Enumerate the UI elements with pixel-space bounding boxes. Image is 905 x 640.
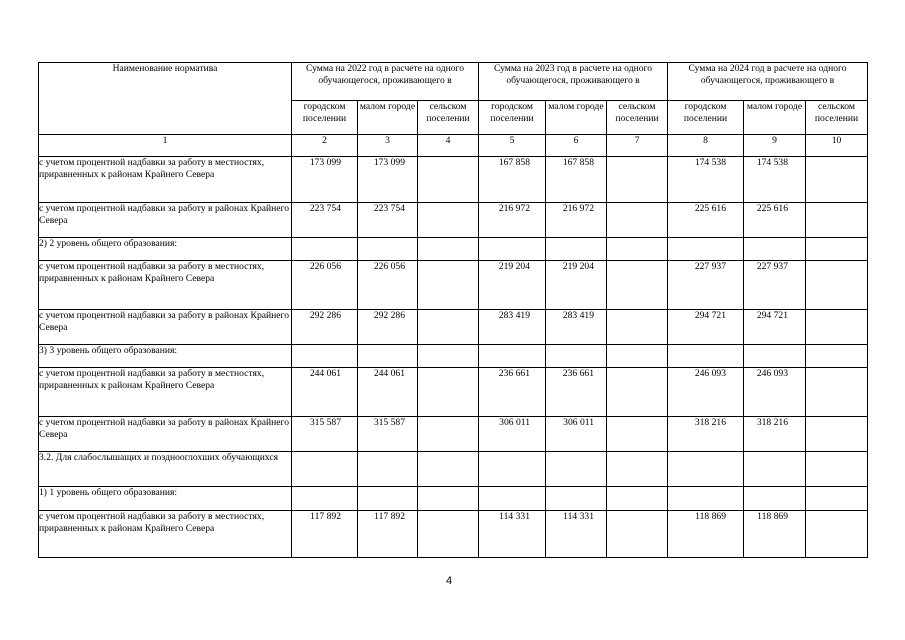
table-row xyxy=(39,511,868,558)
value-cell xyxy=(806,157,868,203)
value-cell xyxy=(806,368,868,417)
value-cell: 318 216 xyxy=(668,417,744,452)
value-cell: 173 099 xyxy=(358,157,418,203)
value-cell xyxy=(668,238,744,261)
value-cell xyxy=(292,452,358,487)
table-row xyxy=(39,368,868,417)
value-cell xyxy=(607,157,668,203)
section-row xyxy=(39,345,868,368)
value-cell: 173 099 xyxy=(292,157,358,203)
value-cell xyxy=(806,452,868,487)
value-cell xyxy=(358,238,418,261)
value-cell xyxy=(546,487,607,511)
value-cell: 167 858 xyxy=(546,157,607,203)
value-cell xyxy=(418,203,479,238)
value-cell: 174 538 xyxy=(744,157,806,203)
value-cell xyxy=(744,345,806,368)
value-cell xyxy=(607,310,668,345)
value-cell xyxy=(358,452,418,487)
value-cell: 223 754 xyxy=(358,203,418,238)
value-cell xyxy=(607,345,668,368)
value-cell: 294 721 xyxy=(668,310,744,345)
value-cell: 114 331 xyxy=(546,511,607,558)
column-number: 10 xyxy=(806,135,868,157)
header-small-town: малом городе xyxy=(546,101,607,135)
section-row xyxy=(39,487,868,511)
value-cell: 219 204 xyxy=(479,261,546,310)
value-cell: 225 616 xyxy=(668,203,744,238)
value-cell xyxy=(806,345,868,368)
value-cell: 246 093 xyxy=(668,368,744,417)
row-label: с учетом процентной надбавки за работу в местностях, приравненных к районам Крайнего Севера xyxy=(39,157,292,203)
table-row xyxy=(39,261,868,310)
value-cell: 283 419 xyxy=(479,310,546,345)
value-cell xyxy=(418,368,479,417)
value-cell: 118 869 xyxy=(744,511,806,558)
header-row-years xyxy=(39,63,868,101)
row-label: с учетом процентной надбавки за работу в местностях, приравненных к районам Крайнего Севера xyxy=(39,368,292,417)
value-cell: 118 869 xyxy=(668,511,744,558)
header-urban: городском поселении xyxy=(292,101,358,135)
header-urban: городском поселении xyxy=(668,101,744,135)
column-number: 3 xyxy=(358,135,418,157)
header-year-2022: Сумма на 2022 год в расчете на одного обучающегося, проживающего в xyxy=(292,63,479,101)
value-cell xyxy=(418,417,479,452)
column-number: 2 xyxy=(292,135,358,157)
column-number: 9 xyxy=(744,135,806,157)
value-cell: 227 937 xyxy=(744,261,806,310)
value-cell: 244 061 xyxy=(358,368,418,417)
row-label: с учетом процентной надбавки за работу в районах Крайнего Севера xyxy=(39,203,292,238)
section-row xyxy=(39,238,868,261)
value-cell xyxy=(806,487,868,511)
value-cell xyxy=(418,157,479,203)
value-cell: 236 661 xyxy=(479,368,546,417)
value-cell: 318 216 xyxy=(744,417,806,452)
value-cell xyxy=(607,238,668,261)
row-label: 3) 3 уровень общего образования: xyxy=(39,345,292,368)
header-year-2023: Сумма на 2023 год в расчете на одного обучающегося, проживающего в xyxy=(479,63,668,101)
header-year-2024: Сумма на 2024 год в расчете на одного обучающегося, проживающего в xyxy=(668,63,868,101)
page-number: 4 xyxy=(446,575,453,587)
table-row xyxy=(39,310,868,345)
value-cell xyxy=(418,511,479,558)
value-cell xyxy=(744,452,806,487)
value-cell: 236 661 xyxy=(546,368,607,417)
table-row xyxy=(39,157,868,203)
value-cell: 216 972 xyxy=(546,203,607,238)
value-cell: 306 011 xyxy=(546,417,607,452)
column-number: 7 xyxy=(607,135,668,157)
value-cell xyxy=(546,452,607,487)
value-cell: 227 937 xyxy=(668,261,744,310)
value-cell xyxy=(668,487,744,511)
header-name-column: Наименование норматива xyxy=(39,63,292,135)
value-cell: 244 061 xyxy=(292,368,358,417)
row-label: с учетом процентной надбавки за работу в местностях, приравненных к районам Крайнего Севера xyxy=(39,261,292,310)
column-number: 1 xyxy=(39,135,292,157)
value-cell xyxy=(546,345,607,368)
value-cell: 315 587 xyxy=(292,417,358,452)
value-cell: 223 754 xyxy=(292,203,358,238)
value-cell xyxy=(479,487,546,511)
value-cell: 216 972 xyxy=(479,203,546,238)
value-cell xyxy=(418,310,479,345)
value-cell xyxy=(806,261,868,310)
value-cell xyxy=(607,452,668,487)
value-cell xyxy=(292,487,358,511)
value-cell: 219 204 xyxy=(546,261,607,310)
row-label: 2) 2 уровень общего образования: xyxy=(39,238,292,261)
section-row xyxy=(39,452,868,487)
value-cell xyxy=(418,345,479,368)
row-label: 1) 1 уровень общего образования: xyxy=(39,487,292,511)
header-urban: городском поселении xyxy=(479,101,546,135)
value-cell: 246 093 xyxy=(744,368,806,417)
column-number: 4 xyxy=(418,135,479,157)
value-cell xyxy=(546,238,607,261)
value-cell xyxy=(358,345,418,368)
value-cell xyxy=(358,487,418,511)
column-number-row xyxy=(39,135,868,157)
column-number: 8 xyxy=(668,135,744,157)
value-cell: 294 721 xyxy=(744,310,806,345)
value-cell xyxy=(806,417,868,452)
table-row xyxy=(39,417,868,452)
value-cell xyxy=(806,238,868,261)
value-cell xyxy=(607,511,668,558)
value-cell: 167 858 xyxy=(479,157,546,203)
value-cell xyxy=(607,261,668,310)
value-cell: 315 587 xyxy=(358,417,418,452)
value-cell: 226 056 xyxy=(358,261,418,310)
value-cell xyxy=(418,487,479,511)
normatives-table xyxy=(38,62,868,558)
value-cell: 174 538 xyxy=(668,157,744,203)
value-cell xyxy=(806,203,868,238)
header-small-town: малом городе xyxy=(358,101,418,135)
header-rural: сельском поселении xyxy=(418,101,479,135)
table-row xyxy=(39,203,868,238)
value-cell xyxy=(607,203,668,238)
header-rural: сельском поселении xyxy=(806,101,868,135)
value-cell xyxy=(479,345,546,368)
value-cell xyxy=(668,452,744,487)
value-cell: 225 616 xyxy=(744,203,806,238)
value-cell xyxy=(418,261,479,310)
value-cell xyxy=(806,511,868,558)
row-label: с учетом процентной надбавки за работу в местностях, приравненных к районам Крайнего Севера xyxy=(39,511,292,558)
value-cell xyxy=(479,452,546,487)
value-cell: 114 331 xyxy=(479,511,546,558)
value-cell xyxy=(744,238,806,261)
value-cell: 226 056 xyxy=(292,261,358,310)
row-label: 3.2. Для слабослышащих и позднооглохших обучающихся xyxy=(39,452,292,487)
value-cell xyxy=(668,345,744,368)
value-cell xyxy=(479,238,546,261)
header-rural: сельском поселении xyxy=(607,101,668,135)
value-cell xyxy=(806,310,868,345)
row-label: с учетом процентной надбавки за работу в районах Крайнего Севера xyxy=(39,310,292,345)
value-cell xyxy=(418,238,479,261)
value-cell xyxy=(418,452,479,487)
value-cell xyxy=(744,487,806,511)
value-cell: 306 011 xyxy=(479,417,546,452)
column-number: 6 xyxy=(546,135,607,157)
value-cell xyxy=(607,417,668,452)
value-cell xyxy=(607,368,668,417)
value-cell: 292 286 xyxy=(292,310,358,345)
column-number: 5 xyxy=(479,135,546,157)
value-cell: 117 892 xyxy=(358,511,418,558)
value-cell xyxy=(292,238,358,261)
header-small-town: малом городе xyxy=(744,101,806,135)
row-label: с учетом процентной надбавки за работу в районах Крайнего Севера xyxy=(39,417,292,452)
value-cell: 117 892 xyxy=(292,511,358,558)
value-cell xyxy=(607,487,668,511)
value-cell: 283 419 xyxy=(546,310,607,345)
value-cell xyxy=(292,345,358,368)
value-cell: 292 286 xyxy=(358,310,418,345)
